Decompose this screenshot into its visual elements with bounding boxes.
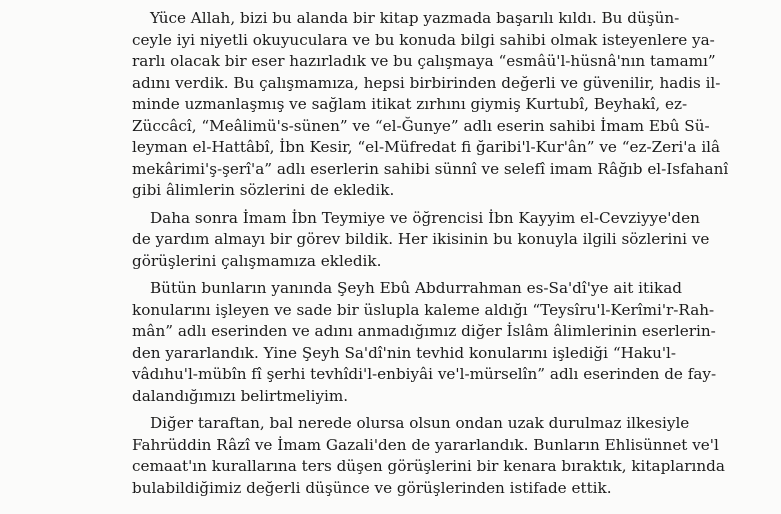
text-line: bulabildiğimiz değerli düşünce ve görüşlerinden istifade ettik.: [132, 478, 612, 497]
text-line: cemaat'ın kurallarına ters düşen görüşlerini bir kenara bıraktık, kitaplarında: [132, 457, 725, 475]
text-line: Diğer taraftan, bal nerede olursa olsun ondan uzak durulmaz ilkesiyle: [150, 414, 690, 432]
text-line: Züccâcî, “Meâlimü's-sünen” ve “el-Ğunye” adlı eserin sahibi İmam Ebû Sü-: [132, 116, 710, 135]
paragraph-2: [132, 208, 710, 273]
text-line: de yardım almayı bir görev bildik. Her ikisinin bu konuyla ilgili sözlerini ve: [132, 230, 710, 248]
text-line: vâdıhu'l-mübîn fî şerhi tevhîdi'l-enbiyâi ve'l-mürselîn” adlı eserinden de fay-: [132, 365, 717, 383]
text-line: Yüce Allah, bizi bu alanda bir kitap yazmada başarılı kıldı. Bu düşün-: [150, 9, 680, 27]
text-line: ceyle iyi niyetli okuyuculara ve bu konuda bilgi sahibi olmak isteyenlere ya-: [132, 30, 715, 49]
text-line: mekârimi'ş-şerî'a” adlı eserlerin sahibi sünnî ve selefî imam Râğıb el-Isfahanî: [132, 159, 729, 178]
text-line: minde uzmanlaşmış ve sağlam itikat zırhını giymiş Kurtubî, Beyhakî, ez-: [132, 95, 688, 113]
text-line: rarlı olacak bir eser hazırladık ve bu çalışmaya “esmâü'l-hüsnâ'nın tamamı”: [132, 52, 716, 70]
text-line: Daha sonra İmam İbn Teymiye ve öğrencisi İbn Kayyim el-Cevziyye'den: [150, 208, 700, 227]
text-line: mân” adlı eserinden ve adını anmadığımız diğer İslâm âlimlerinin eserlerin-: [132, 322, 716, 340]
paragraph-1: [132, 8, 729, 202]
text-line: leyman el-Hattâbî, İbn Kesir, “el-Müfredat fi ğaribi'l-Kur'ân” ve “ez-Zeri'a ilâ: [132, 138, 721, 156]
text-line: den yararlandık. Yine Şeyh Sa'dî'nin tevhid konularını işlediği “Haku'l-: [132, 343, 677, 362]
text-line: Bütün bunların yanında Şeyh Ebû Abdurrahman es-Sa'dî'ye ait itikad: [150, 279, 682, 297]
text-line: görüşlerini çalışmamıza ekledik.: [132, 251, 382, 270]
paragraph-4: [132, 413, 725, 499]
text-line: konularını işleyen ve sade bir üslupla kaleme aldığı “Teysîru'l-Kerîmi'r-Rah-: [132, 300, 715, 319]
body-text: [132, 8, 729, 505]
text-line: dalandığımızı belirtmeliyim.: [132, 386, 349, 405]
text-line: adını verdik. Bu çalışmamıza, hepsi birbirinden değerli ve güvenilir, hadis il-: [132, 73, 721, 92]
text-line: gibi âlimlerin sözlerini de ekledik.: [132, 181, 395, 199]
paragraph-3: [132, 278, 717, 407]
text-line: Fahrüddin Râzî ve İmam Gazali'den de yararlandık. Bunların Ehlisünnet ve'l: [132, 435, 719, 454]
